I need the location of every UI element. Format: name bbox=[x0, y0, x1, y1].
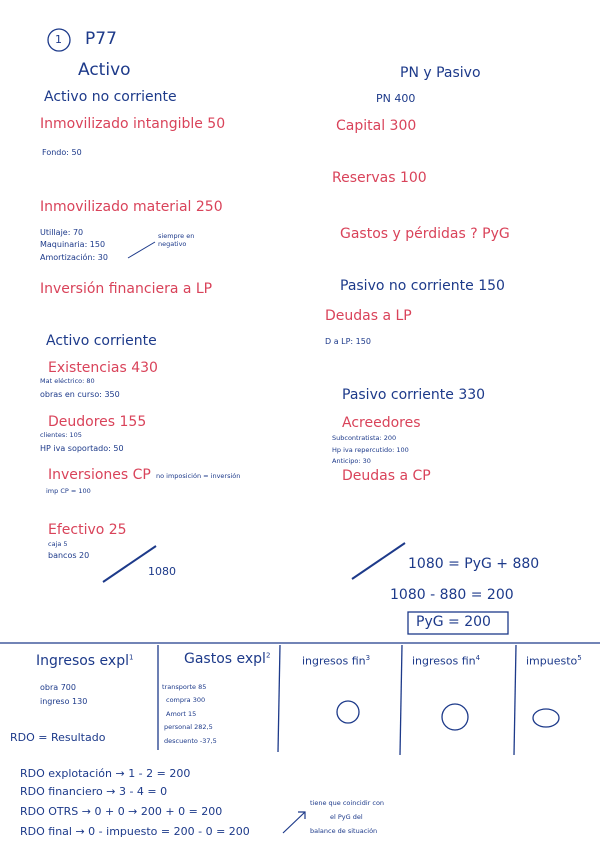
page-reference: P77 bbox=[85, 29, 117, 49]
equation-3: PyG = 200 bbox=[416, 614, 491, 630]
header-ingresos-fin-4: ingresos fin$^4$ bbox=[412, 654, 481, 668]
deudores-detail-2: HP iva soportado: 50 bbox=[40, 444, 124, 453]
deudores: Deudores 155 bbox=[48, 414, 147, 430]
result-arrow bbox=[283, 812, 305, 833]
note-arrow bbox=[128, 242, 155, 258]
col-divider-3 bbox=[400, 645, 402, 755]
rdo-resultado: RDO = Resultado bbox=[10, 731, 106, 744]
bottom-note-line-2: el PyG del bbox=[330, 813, 363, 821]
acreedores-detail-3: Anticipo: 30 bbox=[332, 457, 371, 465]
empty-circle-4 bbox=[442, 704, 468, 730]
activo-no-corriente-title: Activo no corriente bbox=[44, 89, 177, 105]
equation-1: 1080 = PyG + 880 bbox=[408, 556, 540, 572]
pasivo-corriente: Pasivo corriente 330 bbox=[342, 387, 486, 403]
existencias-detail-2: obras en curso: 350 bbox=[40, 390, 120, 399]
deudas-lp: Deudas a LP bbox=[325, 308, 412, 324]
inmovilizado-intangible: Inmovilizado intangible 50 bbox=[40, 116, 226, 132]
existencias: Existencias 430 bbox=[48, 360, 158, 376]
equation-2: 1080 - 880 = 200 bbox=[390, 587, 514, 603]
material-detail-3: Amortización: 30 bbox=[40, 253, 108, 262]
pasivo-no-corriente: Pasivo no corriente 150 bbox=[340, 278, 505, 294]
empty-circle-5 bbox=[533, 709, 559, 727]
material-detail-2: Maquinaria: 150 bbox=[40, 240, 106, 249]
activo-corriente-title: Activo corriente bbox=[46, 333, 157, 349]
pn-total: PN 400 bbox=[376, 92, 416, 105]
inversiones-cp-note: no imposición = inversión bbox=[156, 472, 241, 480]
efectivo: Efectivo 25 bbox=[48, 522, 127, 538]
intangible-detail: Fondo: 50 bbox=[42, 148, 82, 157]
col2-item-5: descuento -37,5 bbox=[164, 737, 217, 745]
bottom-note-line-1: tiene que coincidir con bbox=[310, 799, 385, 807]
inversiones-cp: Inversiones CP bbox=[48, 467, 151, 483]
header-ingresos-expl: Ingresos expl$^1$ bbox=[36, 653, 134, 669]
deudores-detail-1: clientes: 105 bbox=[40, 431, 82, 439]
efectivo-detail-2: bancos 20 bbox=[48, 551, 90, 560]
bottom-note-line-3: balance de situación bbox=[310, 827, 378, 835]
material-detail-1: Utillaje: 70 bbox=[40, 228, 84, 237]
deudas-cp: Deudas a CP bbox=[342, 468, 431, 484]
col-divider-4 bbox=[514, 645, 516, 755]
result-financiero: RDO financiero → 3 - 4 = 0 bbox=[20, 785, 168, 798]
col2-item-2: compra 300 bbox=[166, 696, 206, 704]
col2-item-1: transporte 85 bbox=[162, 683, 207, 691]
col1-item-2: ingreso 130 bbox=[40, 697, 88, 706]
col1-item-1: obra 700 bbox=[40, 683, 76, 692]
activo-title: Activo bbox=[78, 60, 131, 80]
result-explotacion: RDO explotación → 1 - 2 = 200 bbox=[20, 767, 191, 780]
reservas: Reservas 100 bbox=[332, 170, 427, 186]
signo-note: siempre en negativo bbox=[158, 232, 195, 249]
header-impuesto: impuesto$^5$ bbox=[526, 654, 582, 668]
inversion-financiera-lp: Inversión financiera a LP bbox=[40, 281, 213, 297]
result-final: RDO final → 0 - impuesto = 200 - 0 = 200 bbox=[20, 825, 250, 838]
acreedores-detail-2: Hp iva repercutido: 100 bbox=[332, 446, 409, 454]
col2-item-4: personal 282,5 bbox=[164, 723, 213, 731]
empty-circle-3 bbox=[337, 701, 359, 723]
inmovilizado-material: Inmovilizado material 250 bbox=[40, 199, 223, 215]
col2-item-3: Amort 15 bbox=[166, 710, 197, 718]
header-gastos-expl: Gastos expl$^2$ bbox=[184, 651, 271, 667]
header-ingresos-fin-3: ingresos fin$^3$ bbox=[302, 654, 371, 668]
existencias-detail-1: Mat eléctrico: 80 bbox=[40, 377, 95, 385]
pasivo-total-stroke bbox=[352, 543, 405, 579]
efectivo-detail-1: caja 5 bbox=[48, 540, 68, 548]
deudas-lp-detail: D a LP: 150 bbox=[325, 337, 371, 346]
col-divider-2 bbox=[278, 645, 280, 752]
inversiones-cp-detail: imp CP = 100 bbox=[46, 487, 91, 495]
header-number: 1 bbox=[55, 33, 62, 46]
result-otrs: RDO OTRS → 0 + 0 → 200 + 0 = 200 bbox=[20, 805, 223, 818]
pasivo-title: PN y Pasivo bbox=[400, 65, 481, 81]
acreedores-detail-1: Subcontratista: 200 bbox=[332, 434, 397, 442]
capital: Capital 300 bbox=[336, 118, 417, 134]
activo-total: 1080 bbox=[148, 565, 176, 578]
acreedores: Acreedores bbox=[342, 415, 421, 431]
pyg-line: Gastos y pérdidas ? PyG bbox=[340, 226, 510, 242]
